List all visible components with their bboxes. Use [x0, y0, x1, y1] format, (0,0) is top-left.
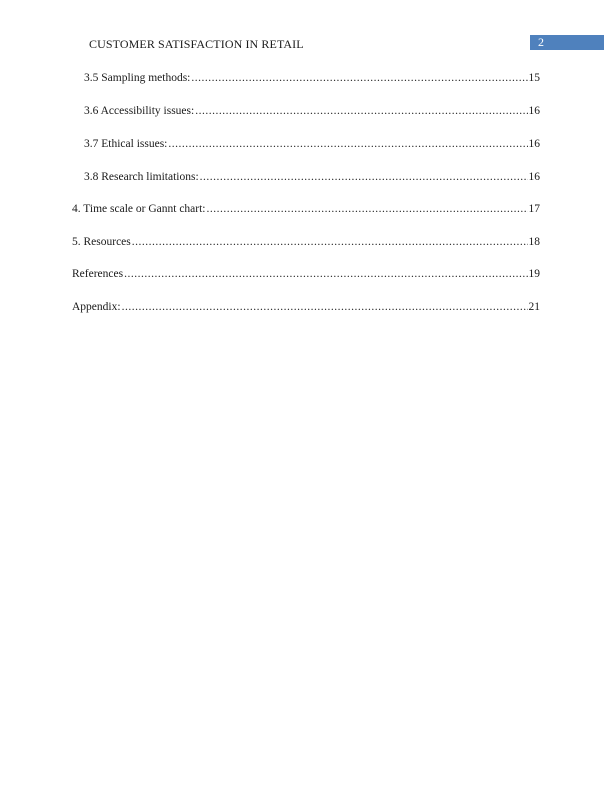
toc-dot-leader	[200, 171, 528, 183]
toc-entry-references[interactable]	[72, 268, 540, 284]
toc-entry-page: 17	[528, 203, 540, 215]
toc-entry-label: 3.6 Accessibility issues:	[84, 105, 195, 117]
toc-dot-leader	[168, 138, 527, 150]
toc-entry-label: 5. Resources	[72, 236, 131, 248]
toc-entry-label: 4. Time scale or Gannt chart:	[72, 203, 206, 215]
toc-entry-appendix[interactable]	[72, 301, 540, 317]
toc-dot-leader	[132, 236, 528, 248]
toc-dot-leader	[207, 203, 528, 215]
toc-entry-label: References	[72, 268, 124, 280]
toc-entry-page: 15	[528, 72, 540, 84]
toc-dot-leader	[191, 72, 527, 84]
page-number: 2	[538, 35, 544, 49]
toc-entry-label: 3.7 Ethical issues:	[84, 138, 168, 150]
toc-entry-page: 18	[528, 236, 540, 248]
toc-entry-page: 19	[528, 268, 540, 280]
toc-entry-page: 16	[528, 105, 540, 117]
page-number-bar	[530, 35, 604, 50]
toc-entry-research-limitations[interactable]	[84, 171, 540, 187]
toc-dot-leader	[124, 268, 527, 280]
toc-entry-label: 3.8 Research limitations:	[84, 171, 199, 183]
toc-dot-leader	[195, 105, 527, 117]
toc-dot-leader	[122, 301, 528, 313]
toc-entry-ethical-issues[interactable]	[84, 138, 540, 154]
toc-entry-page: 16	[528, 171, 540, 183]
toc-entry-sampling-methods[interactable]	[84, 72, 540, 88]
running-header-title: CUSTOMER SATISFACTION IN RETAIL	[89, 37, 304, 51]
toc-entry-page: 16	[528, 138, 540, 150]
toc-entry-page: 21	[528, 301, 540, 313]
toc-entry-time-scale[interactable]	[72, 203, 540, 219]
toc-entry-accessibility-issues[interactable]	[84, 105, 540, 121]
toc-entry-resources[interactable]	[72, 236, 540, 252]
toc-entry-label: 3.5 Sampling methods:	[84, 72, 191, 84]
toc-entry-label: Appendix:	[72, 301, 121, 313]
